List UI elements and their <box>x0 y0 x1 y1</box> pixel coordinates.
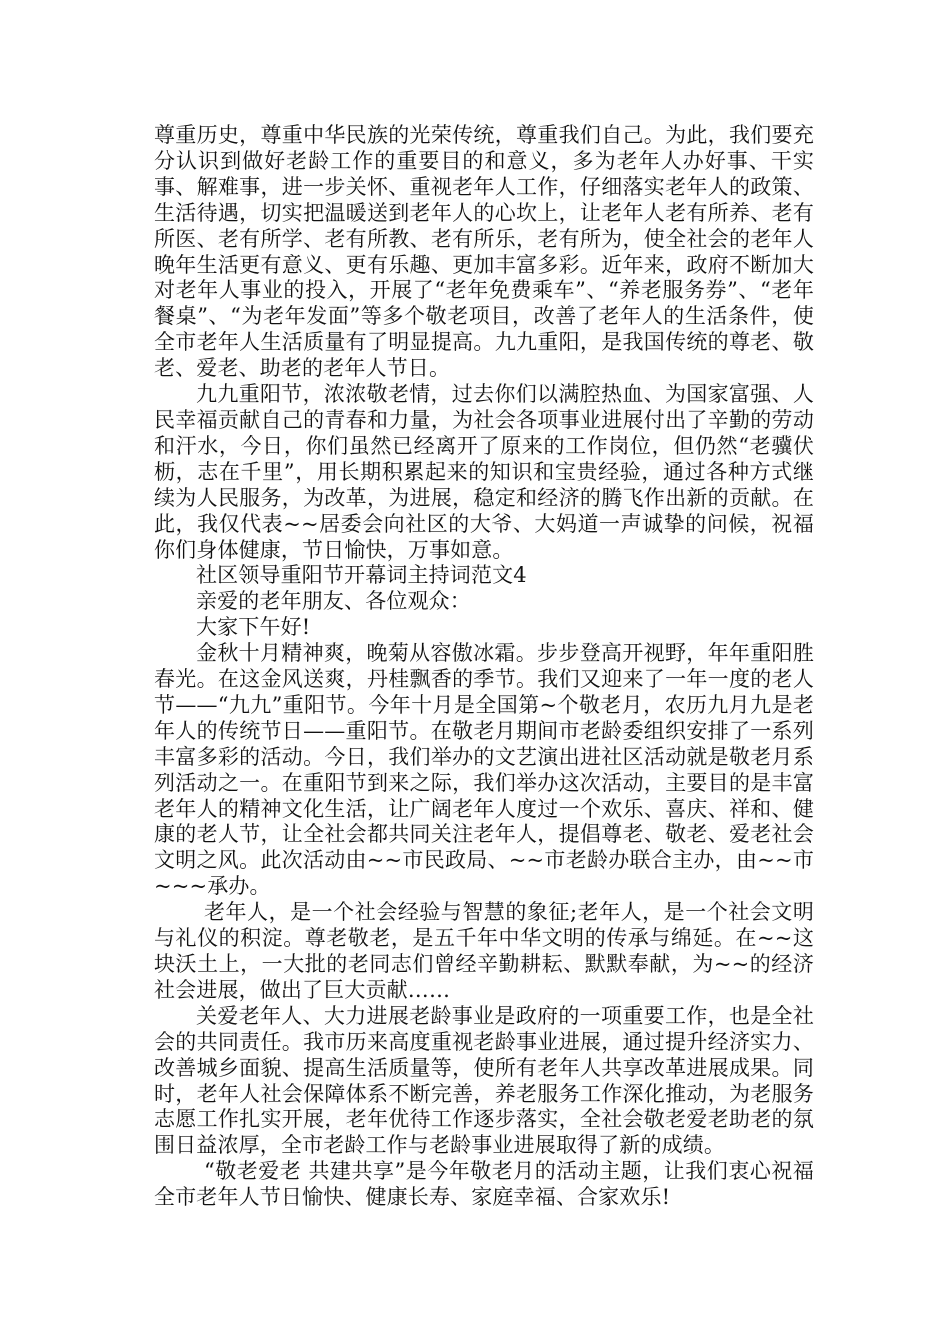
section-heading: 社区领导重阳节开幕词主持词范文4 <box>196 563 527 588</box>
paragraph-5: 关爱老年人、大力进展老龄事业是政府的一项重要工作，也是全社会的共同责任。我市历来高度重视老龄事业进展，通过提升经济实力、改善城乡面貌、提高生活质量等，使所有老年人共享改革进展成果。同时，老年人社会保障体系不断完善，养老服务工作深化推动，为老服务志愿工作扎实开展，老年优待工作逐步落实，全社会敬老爱老助老的氛围日益浓厚，全市老龄工作与老龄事业进展取得了新的成绩。 <box>154 1003 814 1158</box>
document-body <box>154 123 814 1211</box>
greeting: 大家下午好! <box>196 615 311 640</box>
paragraph-2: 九九重阳节，浓浓敬老情，过去你们以满腔热血、为国家富强、人民幸福贡献自己的青春和力量，为社会各项事业进展付出了辛勤的劳动和汗水，今日，你们虽然已经离开了原来的工作岗位，但仍然“老骥伏枥，志在千里”，用长期积累起来的知识和宝贵经验，通过各种方式继续为人民服务，为改革，为进展，稳定和经济的腾飞作出新的贡献。在此，我仅代表~~居委会向社区的大爷、大妈道一声诚挚的问候，祝福你们身体健康，节日愉快，万事如意。 <box>154 382 814 562</box>
paragraph-4: 老年人，是一个社会经验与智慧的象征;老年人，是一个社会文明与礼仪的积淀。尊老敬老，是五千年中华文明的传承与绵延。在~~这块沃土上，一大批的老同志们曾经辛勤耕耘、默默奉献，为~~的经济社会进展，做出了巨大贡献…… <box>154 900 814 1002</box>
paragraph-6: “敬老爱老 共建共享”是今年敬老月的活动主题，让我们衷心祝福全市老年人节日愉快、健康长寿、家庭幸福、合家欢乐! <box>154 1159 814 1210</box>
paragraph-3: 金秋十月精神爽，晚菊从容傲冰霜。步步登高开视野，年年重阳胜春光。在这金风送爽，丹桂飘香的季节。我们又迎来了一年一度的老人节——“九九”重阳节。今年十月是全国第~个敬老月，农历九月九是老年人的传统节日——重阳节。在敬老月期间市老龄委组织安排了一系列丰富多彩的活动。今日，我们举办的文艺演出进社区活动就是敬老月系列活动之一。在重阳节到来之际，我们举办这次活动，主要目的是丰富老年人的精神文化生活，让广阔老年人度过一个欢乐、喜庆、祥和、健康的老人节，让全社会都共同关注老年人，提倡尊老、敬老、爱老社会文明之风。此次活动由~~市民政局、~~市老龄办联合主办，由~~市~~~承办。 <box>154 641 814 899</box>
salutation: 亲爱的老年朋友、各位观众： <box>196 589 471 614</box>
paragraph-1: 尊重历史，尊重中华民族的光荣传统，尊重我们自己。为此，我们要充分认识到做好老龄工作的重要目的和意义，多为老年人办好事、干实事、解难事，进一步关怀、重视老年人工作，仔细落实老年人的政策、生活待遇，切实把温暖送到老年人的心坎上，让老年人老有所养、老有所医、老有所学、老有所教、老有所乐，老有所为，使全社会的老年人晚年生活更有意义、更有乐趣、更加丰富多彩。近年来，政府不断加大对老年人事业的投入，开展了“老年免费乘车”、“养老服务券”、“老年餐桌”、“为老年发面”等多个敬老项目，改善了老年人的生活条件，使全市老年人生活质量有了明显提高。九九重阳，是我国传统的尊老、敬老、爱老、助老的老年人节日。 <box>154 123 814 381</box>
